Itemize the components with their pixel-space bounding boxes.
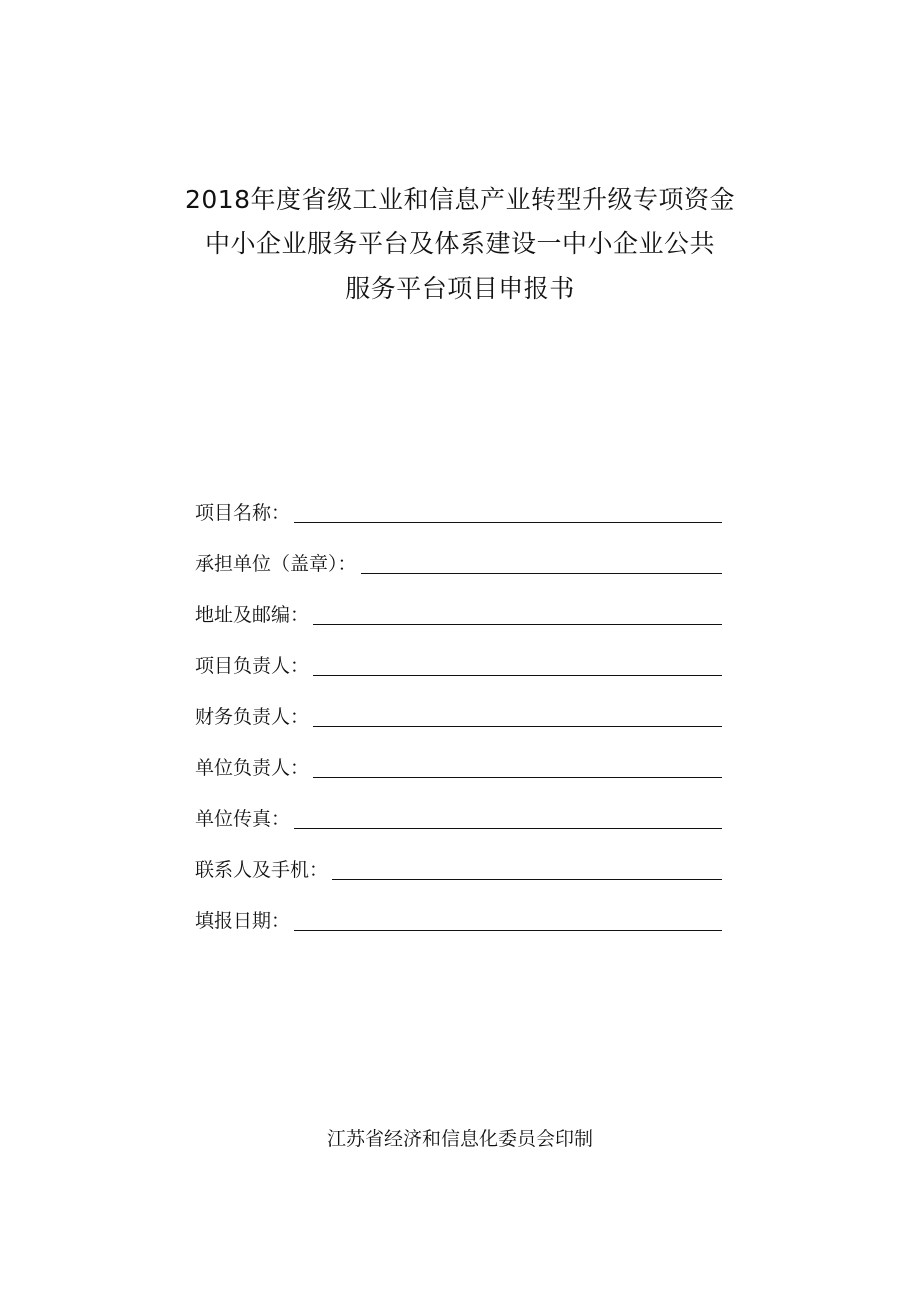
unit-fax-label: 单位传真： xyxy=(195,808,291,830)
address-postcode-label: 地址及邮编： xyxy=(195,604,310,626)
form-row-unit-lead xyxy=(195,750,722,780)
fill-date-field[interactable] xyxy=(294,910,722,931)
unit-lead-label: 单位负责人： xyxy=(195,757,310,779)
contact-mobile-label: 联系人及手机： xyxy=(195,859,329,881)
finance-lead-field[interactable] xyxy=(313,706,722,727)
form-row-finance-lead xyxy=(195,699,722,729)
form-row-unit-fax xyxy=(195,801,722,831)
unit-fax-field[interactable] xyxy=(294,808,722,829)
finance-lead-label: 财务负责人： xyxy=(195,706,310,728)
contact-mobile-field[interactable] xyxy=(332,859,722,880)
project-lead-label: 项目负责人： xyxy=(195,655,310,677)
project-lead-field[interactable] xyxy=(313,655,722,676)
form-row-address-postcode xyxy=(195,597,722,627)
issuer-footer: 江苏省经济和信息化委员会印制 xyxy=(326,1128,593,1150)
title-line-2: 中小企业服务平台及体系建设一中小企业公共 xyxy=(204,229,715,258)
form-row-fill-date xyxy=(195,903,722,933)
title-line-1: 2018年度省级工业和信息产业转型升级专项资金 xyxy=(184,185,736,214)
fill-date-label: 填报日期： xyxy=(195,910,291,932)
unit-lead-field[interactable] xyxy=(313,757,722,778)
form-row-contact-mobile xyxy=(195,852,722,882)
title-line-3: 服务平台项目申报书 xyxy=(345,274,575,303)
undertaking-unit-field[interactable] xyxy=(361,553,722,574)
address-postcode-field[interactable] xyxy=(313,604,722,625)
form-row-project-lead xyxy=(195,648,722,678)
project-name-label: 项目名称： xyxy=(195,502,291,524)
form-row-project-name xyxy=(195,495,722,525)
project-name-field[interactable] xyxy=(294,502,722,523)
undertaking-unit-label: 承担单位（盖章）： xyxy=(195,553,357,575)
form-row-undertaking-unit xyxy=(195,546,722,576)
